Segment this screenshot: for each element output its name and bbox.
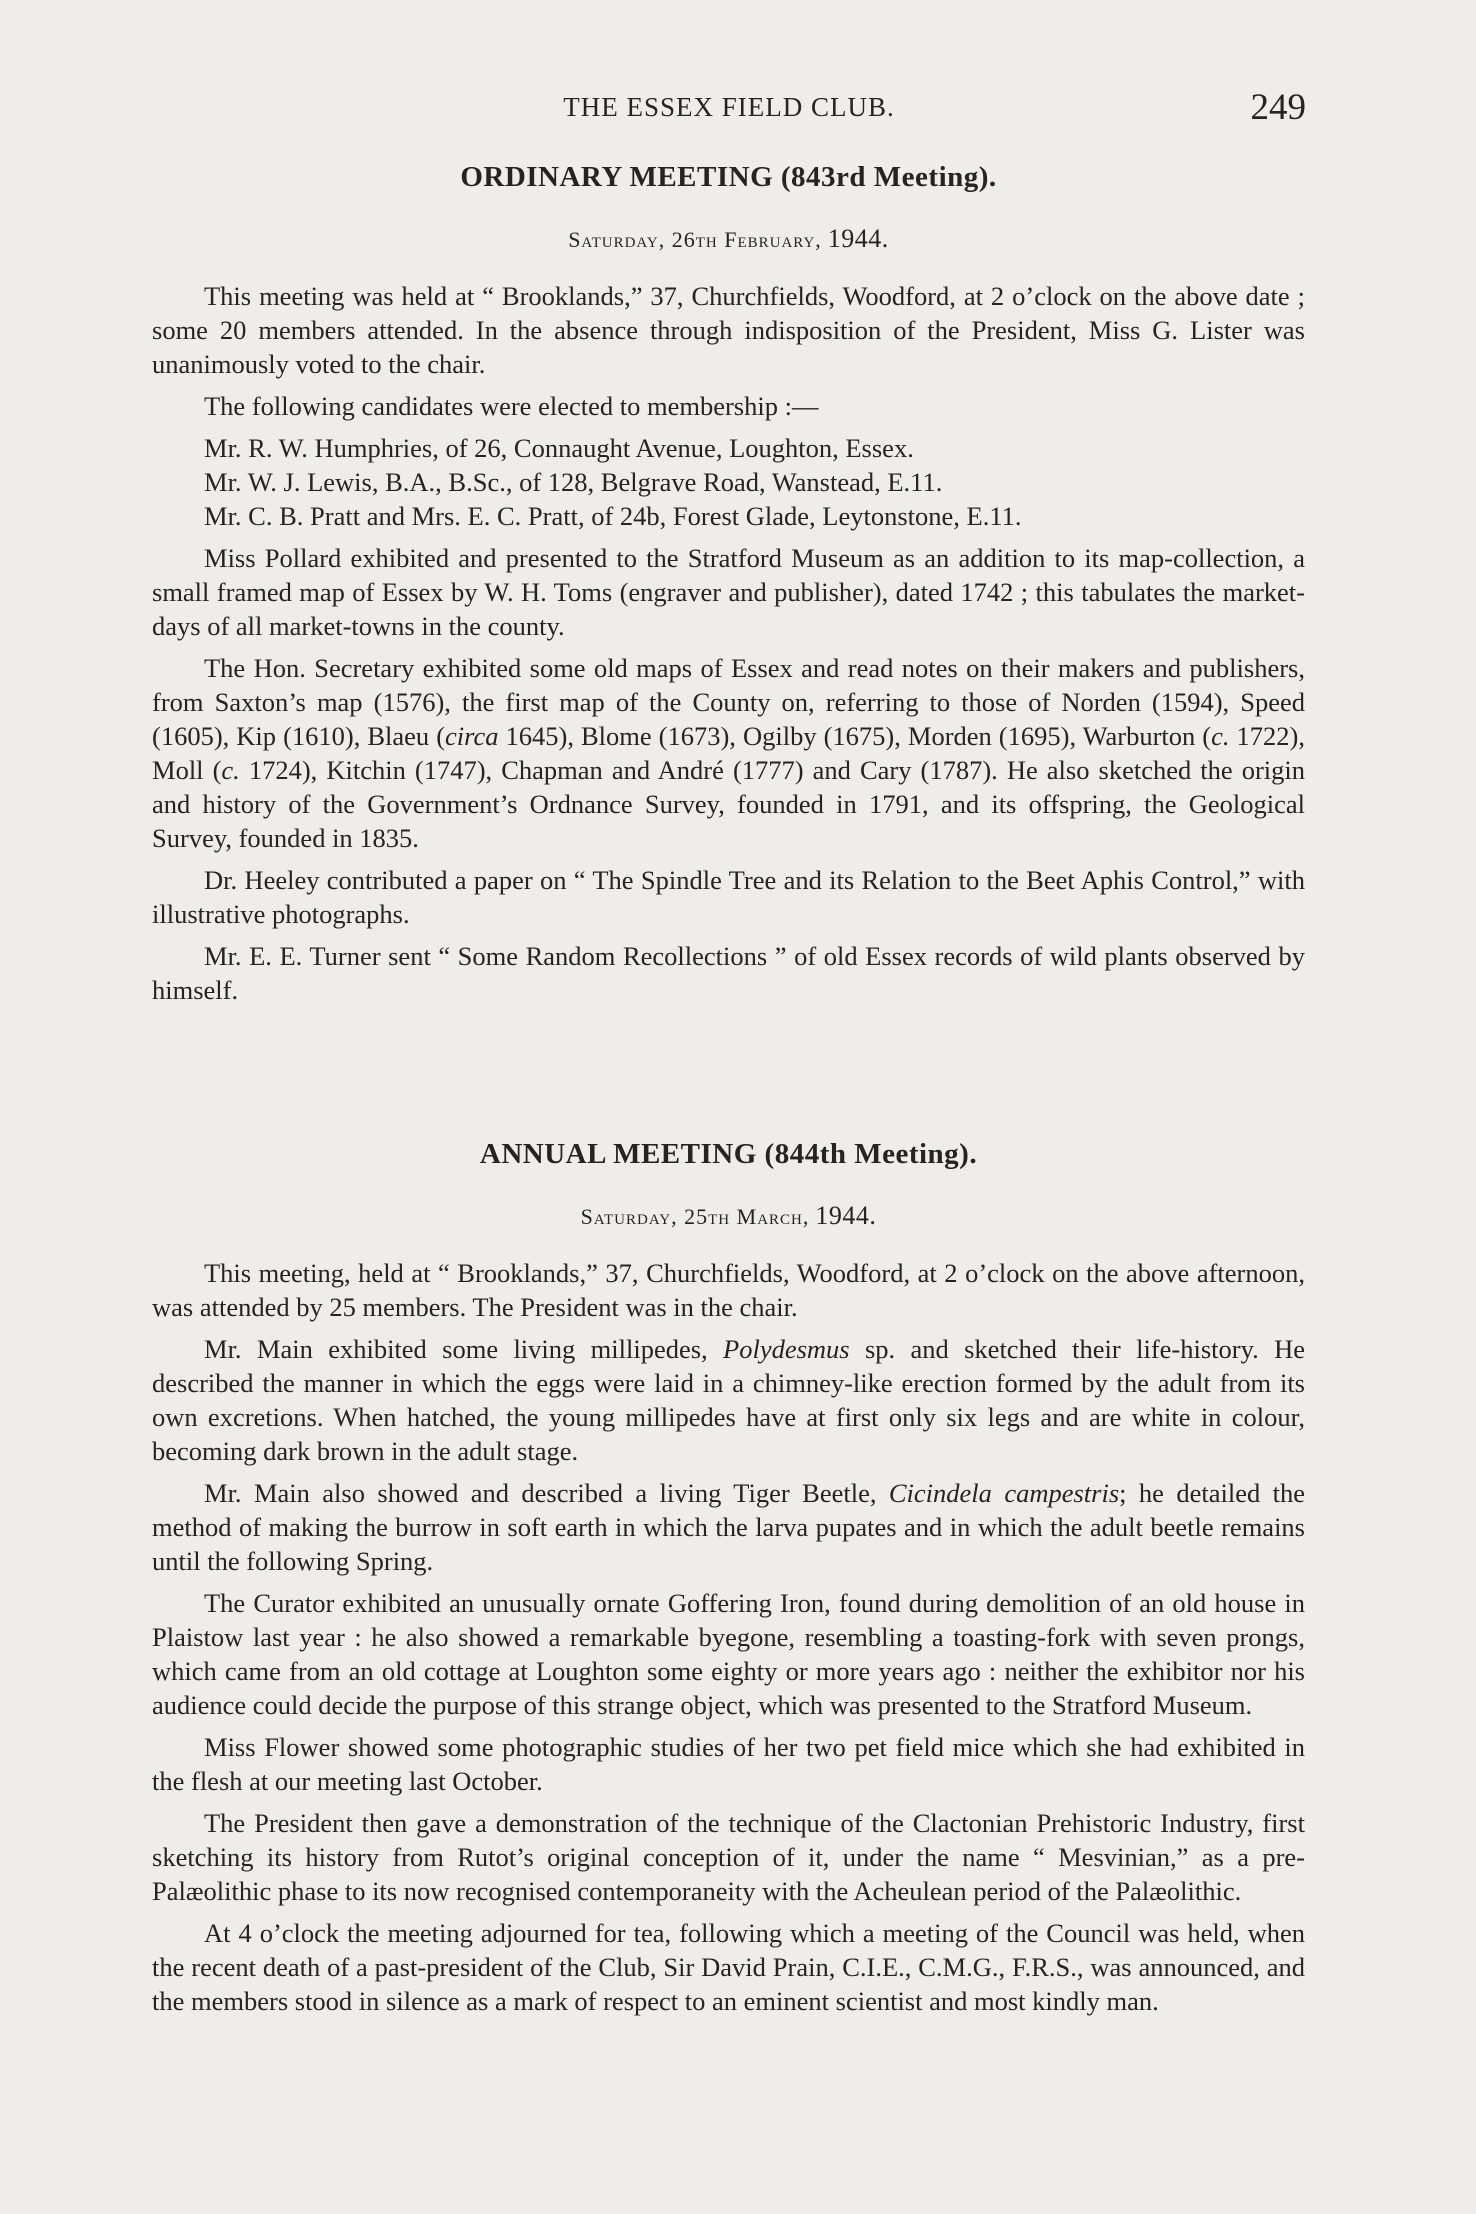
- ordinary-meeting-date-day: Saturday, 26th February,: [568, 227, 822, 252]
- paragraph: Miss Flower showed some photographic studies of her two pet field mice which she had exhibited in the flesh at our meeting last October.: [152, 1732, 1305, 1796]
- text-run: 1645), Blome (1673), Ogilby (1675), Morden (1695), Warburton (: [498, 721, 1212, 751]
- paragraph: The President then gave a demonstration of the technique of the Clactonian Prehistoric Industry, first sketching its history from Rutot’s original conception of it, under the name “ Mesvinian,” as a pre-Palæolithic phase to its now recognised contemporaneity with the Acheulean period of the Palæolithic.: [152, 1808, 1305, 1906]
- paragraph: [152, 1476, 1305, 1578]
- ordinary-meeting-heading: ORDINARY MEETING (843rd Meeting).: [460, 161, 997, 193]
- page-number: 249: [1250, 87, 1306, 128]
- text-run: sp. and sketched their life-history. He described the manner in which the eggs were laid in a chimney-like erection formed by the adult from its own excretions. When hatched, the young millipedes have at first only six legs and are white in colour, becoming dark brown in the adult stage.: [152, 1334, 1305, 1466]
- paragraph: [152, 651, 1305, 855]
- paragraph: This meeting, held at “ Brooklands,” 37, Churchfields, Woodford, at 2 o’clock on the above afternoon, was attended by 25 members. The President was in the chair.: [152, 1258, 1305, 1322]
- paragraph: Dr. Heeley contributed a paper on “ The Spindle Tree and its Relation to the Beet Aphis Control,” with illustrative photographs.: [152, 865, 1305, 929]
- annual-meeting-section: [152, 1137, 1305, 2018]
- section-gap: [152, 1015, 1305, 1137]
- text-run: 1724), Kitchin (1747), Chapman and André (1777) and Cary (1787). He also sketched the origin and history of the Government’s Ordnance Survey, founded in 1791, and its offspring, the Geological Survey, founded in 1835.: [152, 755, 1305, 853]
- italic-text: circa: [445, 721, 499, 751]
- paragraph: Miss Pollard exhibited and presented to the Stratford Museum as an addition to its map-collection, a small framed map of Essex by W. H. Toms (engraver and publisher), dated 1742 ; this tabulates the market-days of all market-towns in the county.: [152, 543, 1305, 641]
- ordinary-meeting-section: [152, 160, 1305, 1007]
- list-item: Mr. W. J. Lewis, B.A., B.Sc., of 128, Belgrave Road, Wanstead, E.11.: [204, 467, 943, 497]
- italic-text: c.: [221, 755, 240, 785]
- italic-text: Polydesmus: [723, 1334, 850, 1364]
- text-run: The Hon. Secretary exhibited some old maps of Essex and read notes on their makers and publishers, from Saxton’s map (1576), the first map of the County on, referring to those of Norden (1594), Speed (1605), Kip (1610), Blaeu (: [152, 653, 1305, 751]
- text-run: Mr. Main also showed and described a living Tiger Beetle,: [204, 1478, 889, 1508]
- annual-meeting-date: [152, 1199, 1305, 1234]
- paragraph: [152, 1332, 1305, 1468]
- italic-text: c.: [1211, 721, 1230, 751]
- text-run: 1722), Moll (: [152, 721, 1305, 785]
- annual-meeting-heading: ANNUAL MEETING (844th Meeting).: [479, 1138, 978, 1170]
- paragraph: At 4 o’clock the meeting adjourned for tea, following which a meeting of the Council was held, when the recent death of a past-president of the Club, Sir David Prain, C.I.E., C.M.G., F.R.S., was announced, and the members stood in silence as a mark of respect to an eminent scientist and most kindly man.: [152, 1918, 1305, 2016]
- running-head: [152, 86, 1306, 130]
- page-content: [152, 160, 1305, 2026]
- paragraph: This meeting was held at “ Brooklands,” 37, Churchfields, Woodford, at 2 o’clock on the above date ; some 20 members attended. In the absence through indisposition of the President, Miss G. Lister was unanimously voted to the chair.: [152, 281, 1305, 379]
- list-item: Mr. C. B. Pratt and Mrs. E. C. Pratt, of 24b, Forest Glade, Leytonstone, E.11.: [204, 501, 1022, 531]
- running-title: THE ESSEX FIELD CLUB.: [563, 92, 895, 122]
- paragraph: Mr. E. E. Turner sent “ Some Random Recollections ” of old Essex records of wild plants observed by himself.: [152, 941, 1305, 1005]
- list-item: Mr. R. W. Humphries, of 26, Connaught Avenue, Loughton, Essex.: [204, 433, 914, 463]
- ordinary-meeting-date: [152, 222, 1305, 257]
- annual-meeting-date-day: Saturday, 25th March,: [580, 1204, 810, 1229]
- paragraph: The following candidates were elected to membership :—: [204, 391, 819, 421]
- annual-meeting-date-year: 1944.: [815, 1201, 877, 1230]
- text-run: Mr. Main exhibited some living millipedes,: [204, 1334, 724, 1364]
- new-members-list: [152, 431, 1305, 533]
- italic-text: Cicindela campestris: [888, 1478, 1120, 1508]
- ordinary-meeting-date-year: 1944.: [827, 224, 889, 253]
- paragraph: The Curator exhibited an unusually ornate Goffering Iron, found during demolition of an old house in Plaistow last year : he also showed a remarkable byegone, resembling a toasting-fork with seven prongs, which came from an old cottage at Loughton some eighty or more years ago : neither the exhibitor nor his audience could decide the purpose of this strange object, which was presented to the Stratford Museum.: [152, 1588, 1305, 1720]
- text-run: ; he detailed the method of making the burrow in soft earth in which the larva pupates and in which the adult beetle remains until the following Spring.: [152, 1478, 1305, 1576]
